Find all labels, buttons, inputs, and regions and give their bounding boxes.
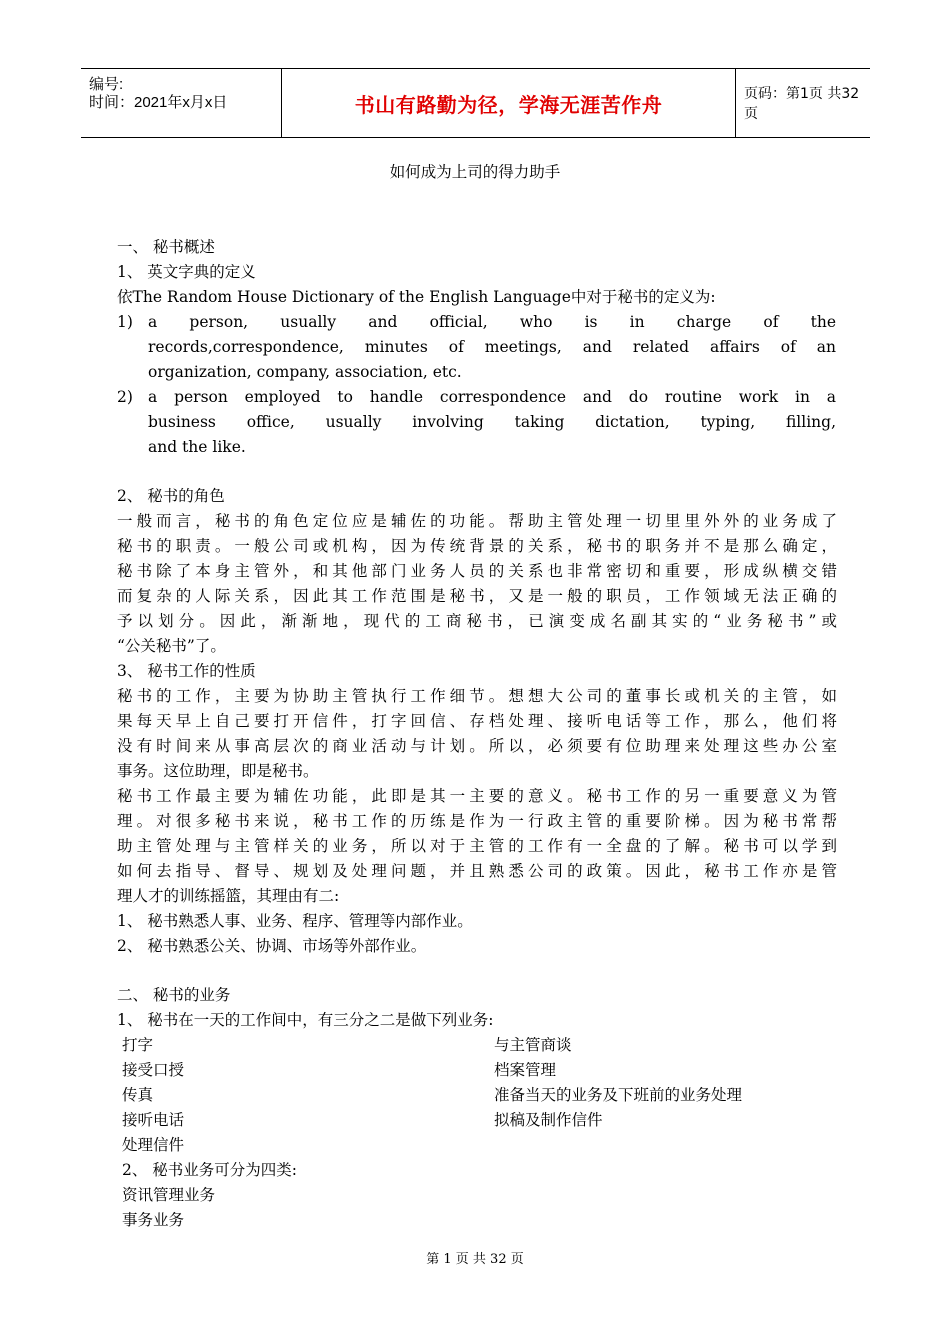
role-line4: 而复杂的人际关系，因此其工作范围是秘书，又是一般的职员，工作领域无法正确的: [117, 587, 837, 605]
definition-intro: 依The Random House Dictionary of the English Language中对于秘书的定义为:: [117, 288, 716, 306]
def1-line1: a person, usually and official, who is in charge of the: [148, 313, 836, 331]
page-footer: 第 1 页 共 32 页: [426, 1252, 524, 1267]
def2-line2: business office, usually involving taking dictation, typing, filling,: [148, 413, 836, 431]
def2-line1: a person employed to handle correspondence and do routine work in a: [148, 388, 836, 406]
importance-line5: 理人才的训练摇篮，其理由有二:: [117, 887, 340, 905]
importance-line4: 如何去指导、督导、规划及处理问题，并且熟悉公司的政策。因此，秘书工作亦是管: [117, 862, 837, 880]
right-task: 拟稿及制作信件: [494, 1111, 603, 1129]
document-header: [81, 68, 870, 138]
left-task: 接听电话: [122, 1111, 185, 1129]
def2-line3: and the like.: [148, 438, 246, 456]
role-line3: 秘书除了本身主管外，和其他部门业务人员的关系也非常密切和重要，形成纵横交错: [117, 562, 837, 580]
section1-heading: 一、 秘书概述: [117, 238, 215, 256]
reason-2: 2、 秘书熟悉公关、协调、市场等外部作业。: [117, 937, 427, 955]
section2-sub1: 1、 秘书在一天的工作间中，有三分之二是做下列业务:: [117, 1011, 494, 1029]
category-item: 资讯管理业务: [122, 1186, 216, 1204]
section1-sub2: 2、 秘书的角色: [117, 487, 225, 505]
importance-line3: 助主管处理与主管样关的业务，所以对于主管的工作有一全盘的了解。秘书可以学到: [117, 837, 837, 855]
role-line5: 予以划分。因此，渐渐地，现代的工商秘书，已演变成名副其实的“业务秘书”或: [117, 612, 837, 630]
importance-line1: 秘书工作最主要为辅佐功能，此即是其一主要的意义。秘书工作的另一重要意义为管: [117, 787, 837, 805]
role-line2: 秘书的职责。一般公司或机构，因为传统背景的关系，秘书的职务并不是那么确定，: [117, 537, 837, 555]
document-title: 如何成为上司的得力助手: [389, 163, 561, 181]
section1-sub3: 3、 秘书工作的性质: [117, 662, 256, 680]
date-label: 时间：2021年x月x日: [89, 94, 228, 111]
header-page-info: 页码：第1页 共32页: [744, 86, 860, 122]
number-label: 编号:: [89, 76, 124, 93]
category-item: 事务业务: [122, 1211, 185, 1229]
header-motto-cell: [281, 69, 736, 137]
def1-line2: records,correspondence, minutes of meetings, and related affairs of an: [148, 338, 836, 356]
left-task: 接受口授: [122, 1061, 185, 1079]
right-task: 与主管商谈: [494, 1036, 572, 1054]
nature-line4: 事务。这位助理，即是秘书。: [117, 762, 319, 780]
nature-line1: 秘书的工作，主要为协助主管执行工作细节。想想大公司的董事长或机关的主管，如: [117, 687, 837, 705]
def1-line3: organization, company, association, etc.: [148, 363, 462, 381]
section1-sub1: 1、 英文字典的定义: [117, 263, 256, 281]
header-meta: [81, 69, 281, 137]
reason-1: 1、 秘书熟悉人事、业务、程序、管理等内部作业。: [117, 912, 473, 930]
right-task: 档案管理: [494, 1061, 557, 1079]
def2-number: 2): [117, 388, 133, 406]
right-task: 准备当天的业务及下班前的业务处理: [494, 1086, 743, 1104]
nature-line3: 没有时间来从事高层次的商业活动与计划。所以，必须要有位助理来处理这些办公室: [117, 737, 837, 755]
nature-line2: 果每天早上自己要打开信件，打字回信、存档处理、接听电话等工作，那么，他们将: [117, 712, 837, 730]
header-motto: 书山有路勤为径，学海无涯苦作舟: [354, 92, 663, 117]
importance-line2: 理。对很多秘书来说，秘书工作的历练是作为一行政主管的重要阶梯。因为秘书常帮: [117, 812, 837, 830]
left-task: 传真: [122, 1086, 154, 1104]
def1-number: 1): [117, 313, 133, 331]
role-line1: 一般而言，秘书的角色定位应是辅佐的功能。帮助主管处理一切里里外外的业务成了: [117, 512, 837, 530]
left-task: 打字: [122, 1036, 154, 1054]
role-line6: “公关秘书”了。: [117, 637, 226, 655]
section2-sub2: 2、 秘书业务可分为四类:: [122, 1161, 298, 1179]
section2-heading: 二、 秘书的业务: [117, 986, 231, 1004]
left-task: 处理信件: [122, 1136, 185, 1154]
